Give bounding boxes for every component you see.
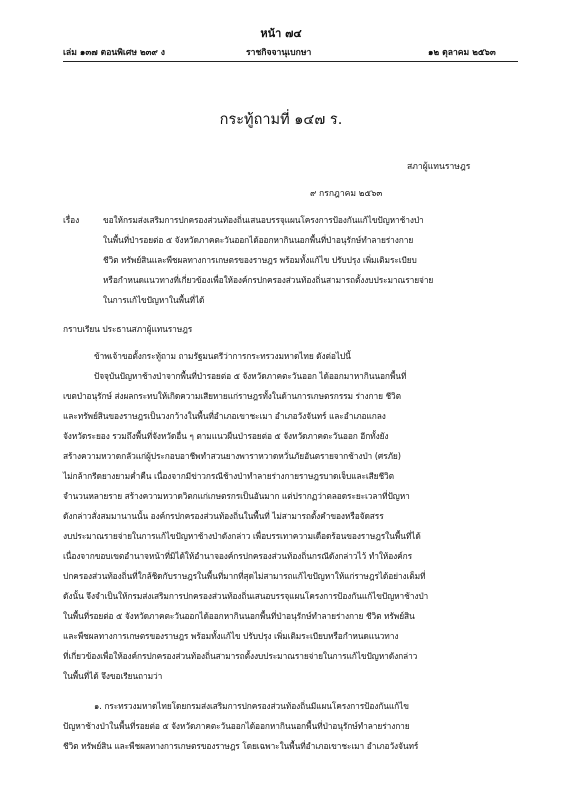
body-line: และทรัพย์สินของราษฎรเป็นวงกว้างในพื้นที่อำเภอเขาชะเมา อำเภอวังจันทร์ และอำเภอแกลง — [63, 411, 386, 421]
body-line: ปกครองส่วนท้องถิ่นที่ใกล้ชิดกับราษฎรในพื้นที่มากที่สุดไม่สามารถแก้ไขปัญหาให้แก่ราษฎรได้อย่างเต็มที่ — [63, 571, 426, 581]
publication-name: ราชกิจจานุเบกษา — [246, 48, 312, 58]
body-line: จังหวัดระยอง รวมถึงพื้นที่จังหวัดอื่น ๆ ตามแนวผืนป่ารอยต่อ ๕ จังหวัดภาคตะวันออก อีกทั้งยัง — [63, 431, 389, 441]
body-line: ๑. กระทรวงมหาดไทยโดยกรมส่งเสริมการปกครองส่วนท้องถิ่นมีแผนโครงการป้องกันแก้ไข — [94, 701, 409, 711]
salutation: กราบเรียน ประธานสภาผู้แทนราษฎร — [63, 324, 193, 334]
body-line: เขตป่าอนุรักษ์ ส่งผลกระทบให้เกิดความเสียหายแก่ราษฎรทั้งในด้านการเกษตรกรรม ร่างกาย ชีวิต — [63, 391, 401, 401]
body-line: ชีวิต ทรัพย์สิน และพืชผลทางการเกษตรของราษฎร โดยเฉพาะในพื้นที่อำเภอเขาชะเมา อำเภอวังจันทร์ — [63, 741, 419, 751]
header-rule — [63, 61, 518, 62]
body-line: ปัจจุบันปัญหาช้างป่าจากพื้นที่ป่ารอยต่อ ๕ จังหวัดภาคตะวันออก ได้ออกมาหากินนอกพื้นที่ — [94, 371, 407, 381]
body-line: ปัญหาช้างป่าในพื้นที่รอยต่อ ๕ จังหวัดภาคตะวันออกได้ออกหากินนอกพื้นที่ป่าอนุรักษ์ทำลายร่างกาย — [63, 721, 410, 731]
page-number: หน้า ๗๔ — [260, 27, 302, 40]
subject-line: ชีวิต ทรัพย์สินและพืชผลทางการเกษตรของราษฎร พร้อมทั้งแก้ไข ปรับปรุง เพิ่มเติมระเบียบ — [103, 255, 417, 265]
body-line: ในพื้นที่รอยต่อ ๕ จังหวัดภาคตะวันออกได้ออกหากินนอกพื้นที่ป่าอนุรักษ์ทำลายร่างกาย ชีวิต ทรัพย์สิน — [63, 611, 415, 621]
body-line: ที่เกี่ยวข้องเพื่อให้องค์กรปกครองส่วนท้องถิ่นสามารถตั้งงบประมาณรายจ่ายในการแก้ไขปัญหาดังกล่าว — [63, 651, 418, 661]
publication-date: ๑๒ ตุลาคม ๒๕๖๓ — [428, 48, 496, 58]
body-line: ดังกล่าวสั่งสมมานานนั้น องค์กรปกครองส่วนท้องถิ่นในพื้นที่ ไม่สามารถตั้งคำของหรือจัดสรร — [63, 511, 384, 521]
body-line: เนื่องจากขอบเขตอำนาจหน้าที่มิได้ให้อำนาจองค์กรปกครองส่วนท้องถิ่นกรณีดังกล่าวไว้ ทำให้องค์กร — [63, 551, 413, 561]
addressee: สภาผู้แทนราษฎร — [407, 162, 471, 172]
document-title: กระทู้ถามที่ ๑๔๗ ร. — [219, 112, 343, 128]
body-line: ในพื้นที่ได้ จึงขอเรียนถามว่า — [63, 671, 163, 681]
body-line: จำนวนหลายราย สร้างความหวาดวิตกแก่เกษตรกรเป็นอันมาก แต่ปรากฏว่าตลอดระยะเวลาที่ปัญหา — [63, 491, 410, 501]
body-line: ไม่กล้ากรีดยางยามค่ำคืน เนื่องจากมีข่าวกรณีช้างป่าทำลายร่างกายราษฎรบาดเจ็บและเสียชีวิต — [63, 471, 395, 481]
volume-info: เล่ม ๑๓๗ ตอนพิเศษ ๒๓๙ ง — [63, 48, 165, 58]
subject-line: ในการแก้ไขปัญหาในพื้นที่ได้ — [103, 295, 205, 305]
body-line: สร้างความหวาดกลัวแก่ผู้ประกอบอาชีพทำสวนยางพาราหวาดหวั่นภัยอันตรายจากช้างป่า (ศรภัย) — [63, 451, 401, 461]
subject-label: เรื่อง — [63, 215, 80, 225]
letter-date: ๙ กรกฎาคม ๒๕๖๓ — [310, 189, 383, 199]
subject-line: ในพื้นที่ป่ารอยต่อ ๕ จังหวัดภาคตะวันออกได้ออกหากินนอกพื้นที่ป่าอนุรักษ์ทำลายร่างกาย — [103, 235, 414, 245]
body-line: งบประมาณรายจ่ายในการแก้ไขปัญหาช้างป่าดังกล่าว เพื่อบรรเทาความเดือดร้อนของราษฎรในพื้นที่ได้ — [63, 531, 421, 541]
body-line: ข้าพเจ้าขอตั้งกระทู้ถาม ถามรัฐมนตรีว่าการกระทรวงมหาดไทย ดังต่อไปนี้ — [94, 351, 351, 361]
body-line: ดังนั้น จึงจำเป็นให้กรมส่งเสริมการปกครองส่วนท้องถิ่นเสนอบรรจุแผนโครงการป้องกันแก้ไขปัญหาช้างป่า — [63, 591, 429, 601]
body-line: และพืชผลทางการเกษตรของราษฎร พร้อมทั้งแก้ไข ปรับปรุง เพิ่มเติมระเบียบหรือกำหนดแนวทาง — [63, 631, 399, 641]
subject-line: ขอให้กรมส่งเสริมการปกครองส่วนท้องถิ่นเสนอบรรจุแผนโครงการป้องกันแก้ไขปัญหาช้างป่า — [103, 215, 424, 225]
subject-line: หรือกำหนดแนวทางที่เกี่ยวข้องเพื่อให้องค์กรปกครองส่วนท้องถิ่นสามารถตั้งงบประมาณรายจ่าย — [103, 275, 434, 285]
